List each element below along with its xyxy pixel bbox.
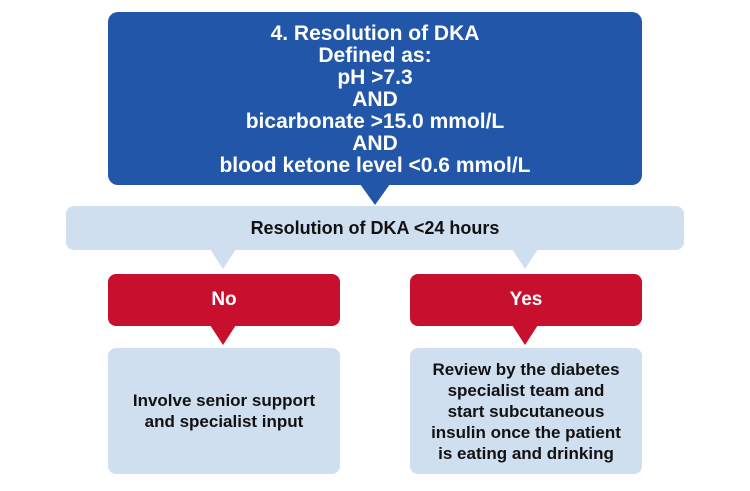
outcome-yes-box [410, 348, 642, 474]
band-pointer-no [210, 249, 236, 269]
decision-yes [410, 274, 642, 326]
outcome-no-line: and specialist input [144, 412, 304, 431]
outcome-no-line: Involve senior support [132, 391, 316, 410]
header-pointer [360, 184, 390, 205]
decision-no [108, 274, 340, 326]
header-defined-as: Defined as: [318, 43, 432, 67]
decision-pointer-no [210, 325, 236, 345]
outcome-yes-line: is eating and drinking [438, 443, 614, 463]
resolution-definition-box [108, 12, 642, 185]
outcome-yes-line: insulin once the patient [431, 422, 621, 442]
header-ketone-criterion: blood ketone level <0.6 mmol/L [219, 153, 531, 177]
outcome-yes-line: start subcutaneous [447, 401, 605, 421]
decision-pointer-yes [512, 325, 538, 345]
decision-no-label: No [211, 289, 237, 310]
band-pointer-yes [512, 249, 538, 269]
header-bicarbonate-criterion: bicarbonate >15.0 mmol/L [245, 109, 505, 133]
header-and-1: AND [352, 87, 398, 111]
header-ph-criterion: pH >7.3 [337, 65, 413, 89]
outcome-yes-line: specialist team and [447, 380, 605, 400]
outcome-yes-line: Review by the diabetes [432, 359, 620, 379]
outcome-no-box [108, 348, 340, 474]
question-label: Resolution of DKA <24 hours [250, 217, 500, 238]
decision-yes-label: Yes [509, 289, 543, 310]
header-title: 4. Resolution of DKA [270, 21, 480, 45]
header-and-2: AND [352, 131, 398, 155]
resolution-question-band [66, 206, 684, 250]
